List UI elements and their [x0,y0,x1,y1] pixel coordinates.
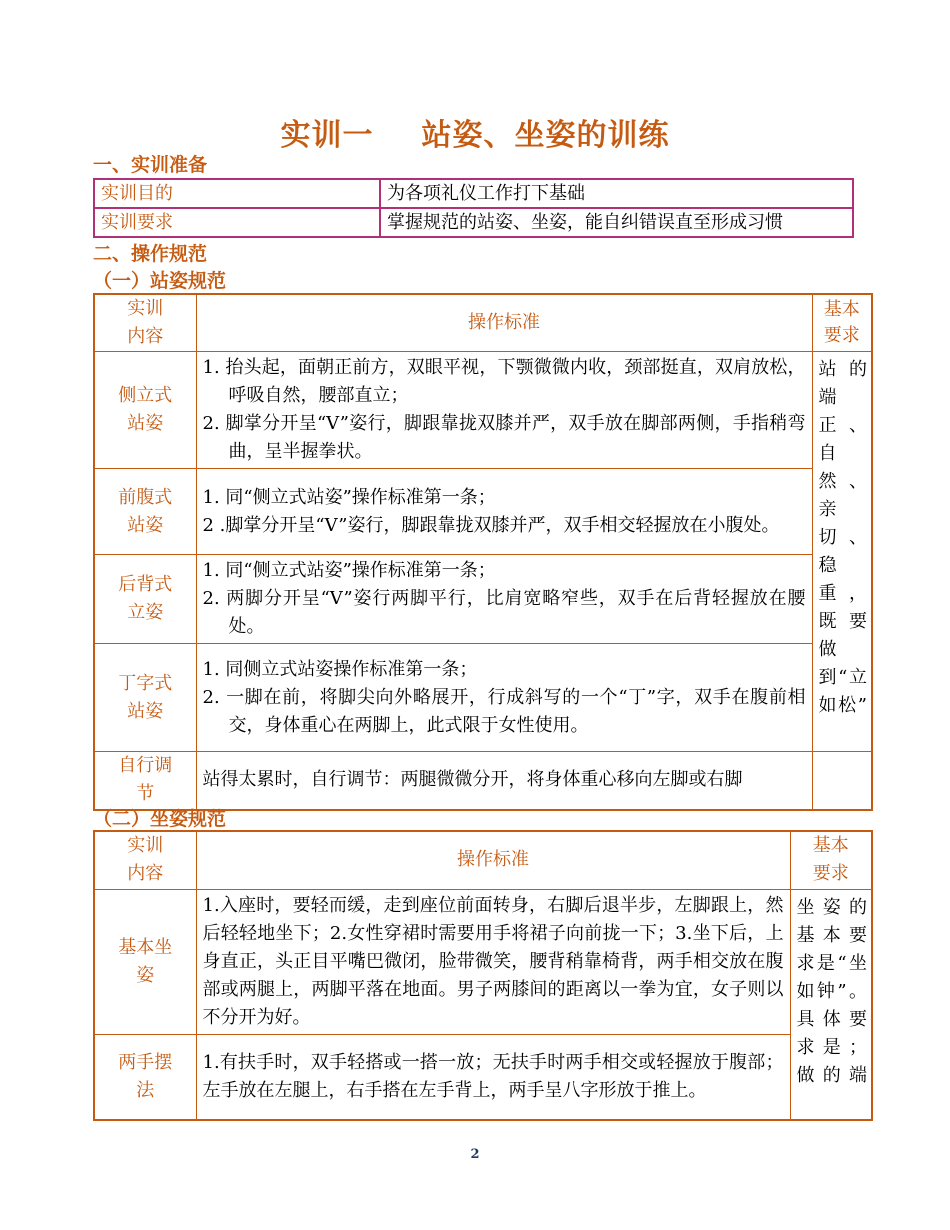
table-row [94,1034,872,1120]
title-left: 实训一 [280,118,374,153]
header-content-text: 实训 内容 [127,835,164,885]
table-row [94,208,853,237]
section-heading-operation: 二、操作规范 [93,243,208,265]
list-item: 1. 同侧立式站姿操作标准第一条； [202,658,478,680]
row-name-text: 自行调 节 [118,755,173,805]
row-standard [196,352,812,469]
table-header-row [94,294,872,352]
row-standard: 站得太累时，自行调节：两腿微微分开，将身体重心移向左脚或右脚 [196,752,812,810]
header-content-text: 实训 内容 [127,298,164,347]
row-name [94,752,196,810]
list-item: 2 .脚掌分开呈“V”姿行，脚跟靠拢双膝并严，双手相交轻握放在小腹处。 [202,514,780,536]
row-name [94,469,196,555]
page-title [0,110,950,154]
row-name [94,352,196,469]
header-requirement-text: 基本 要求 [812,835,849,885]
row-standard [196,469,812,555]
list-item: 2. 一脚在前，将脚尖向外略展开，行成斜写的一个“丁”字，双手在腹前相交，身体重心在两脚上，此式限于女性使用。 [202,686,806,736]
table-row [94,469,872,555]
standing-requirement: 站的端正、自然、亲切、稳重，既要做到“立如松” [812,352,872,752]
preparation-table [93,178,854,238]
table-header-row [94,831,872,889]
row-name-text: 丁字式 站姿 [118,672,173,722]
header-requirement [812,294,872,352]
table-row [94,179,853,208]
subsection-heading-standing: （一）站姿规范 [93,270,227,292]
row-standard: 1.入座时，要轻而缓，走到座位前面转身，右脚后退半步，左脚跟上，然后轻轻地坐下；2.女性穿裙时需要用手将裙子向前拢一下；3.坐下后，上身直正，头正目平嘴巴微闭，脸带微笑，腰背稍靠椅背，两手相交放在腹部或两腿上，两脚平落在地面。男子两膝间的距离以一拳为宜，女子则以不分开为好。 [196,889,790,1034]
header-standard: 操作标准 [196,831,790,889]
list-item: 1. 同“侧立式站姿”操作标准第一条； [202,560,496,581]
table-row [94,352,872,469]
list-item: 2. 脚掌分开呈“V”姿行，脚跟靠拢双膝并严，双手放在脚部两侧，手指稍弯曲，呈半握拳状。 [202,413,806,462]
header-requirement [790,831,872,889]
row-name-text: 基本坐 姿 [118,936,173,986]
list-item: 1. 同“侧立式站姿”操作标准第一条； [202,486,496,508]
table-row [94,644,872,752]
row-label: 实训目的 [94,179,380,208]
row-name-text: 前腹式 站姿 [118,486,173,536]
row-name [94,889,196,1034]
header-requirement-text: 基本 要求 [823,299,860,346]
header-standard: 操作标准 [196,294,812,352]
row-standard [196,644,812,752]
page-number: 2 [470,1147,480,1162]
header-content [94,831,196,889]
title-right: 站姿、坐姿的训练 [421,118,670,153]
row-name [94,555,196,644]
list-item: 2. 两脚分开呈“V”姿行两脚平行，比肩宽略窄些，双手在后背轻握放在腰处。 [202,588,806,637]
table-row [94,555,872,644]
sitting-table [93,830,873,1121]
table-row [94,889,872,1034]
header-content [94,294,196,352]
sitting-requirement: 坐姿的基本要求是“坐如钟”。具体要求是；做的端 [790,889,872,1120]
row-name-text: 两手摆 法 [118,1051,173,1101]
empty-cell [812,752,872,810]
section-heading-preparation: 一、实训准备 [93,154,208,176]
row-name [94,644,196,752]
row-name [94,1034,196,1120]
row-value: 为各项礼仪工作打下基础 [380,179,853,208]
row-standard: 1.有扶手时，双手轻搭或一搭一放；无扶手时两手相交或轻握放于腹部；左手放在左腿上，右手搭在左手背上，两手呈八字形放于推上。 [196,1034,790,1120]
row-standard [196,555,812,644]
row-label: 实训要求 [94,208,380,237]
subsection-heading-sitting: （二）坐姿规范 [93,808,227,830]
standing-table [93,293,873,811]
table-row [94,752,872,810]
row-value: 掌握规范的站姿、坐姿，能自纠错误直至形成习惯 [380,208,853,237]
row-name-text: 后背式 立姿 [118,574,173,623]
list-item: 1. 抬头起，面朝正前方，双眼平视，下颚微微内收，颈部挺直，双肩放松，呼吸自然，腰部直立； [202,357,806,406]
row-name-text: 侧立式 站姿 [118,385,173,434]
